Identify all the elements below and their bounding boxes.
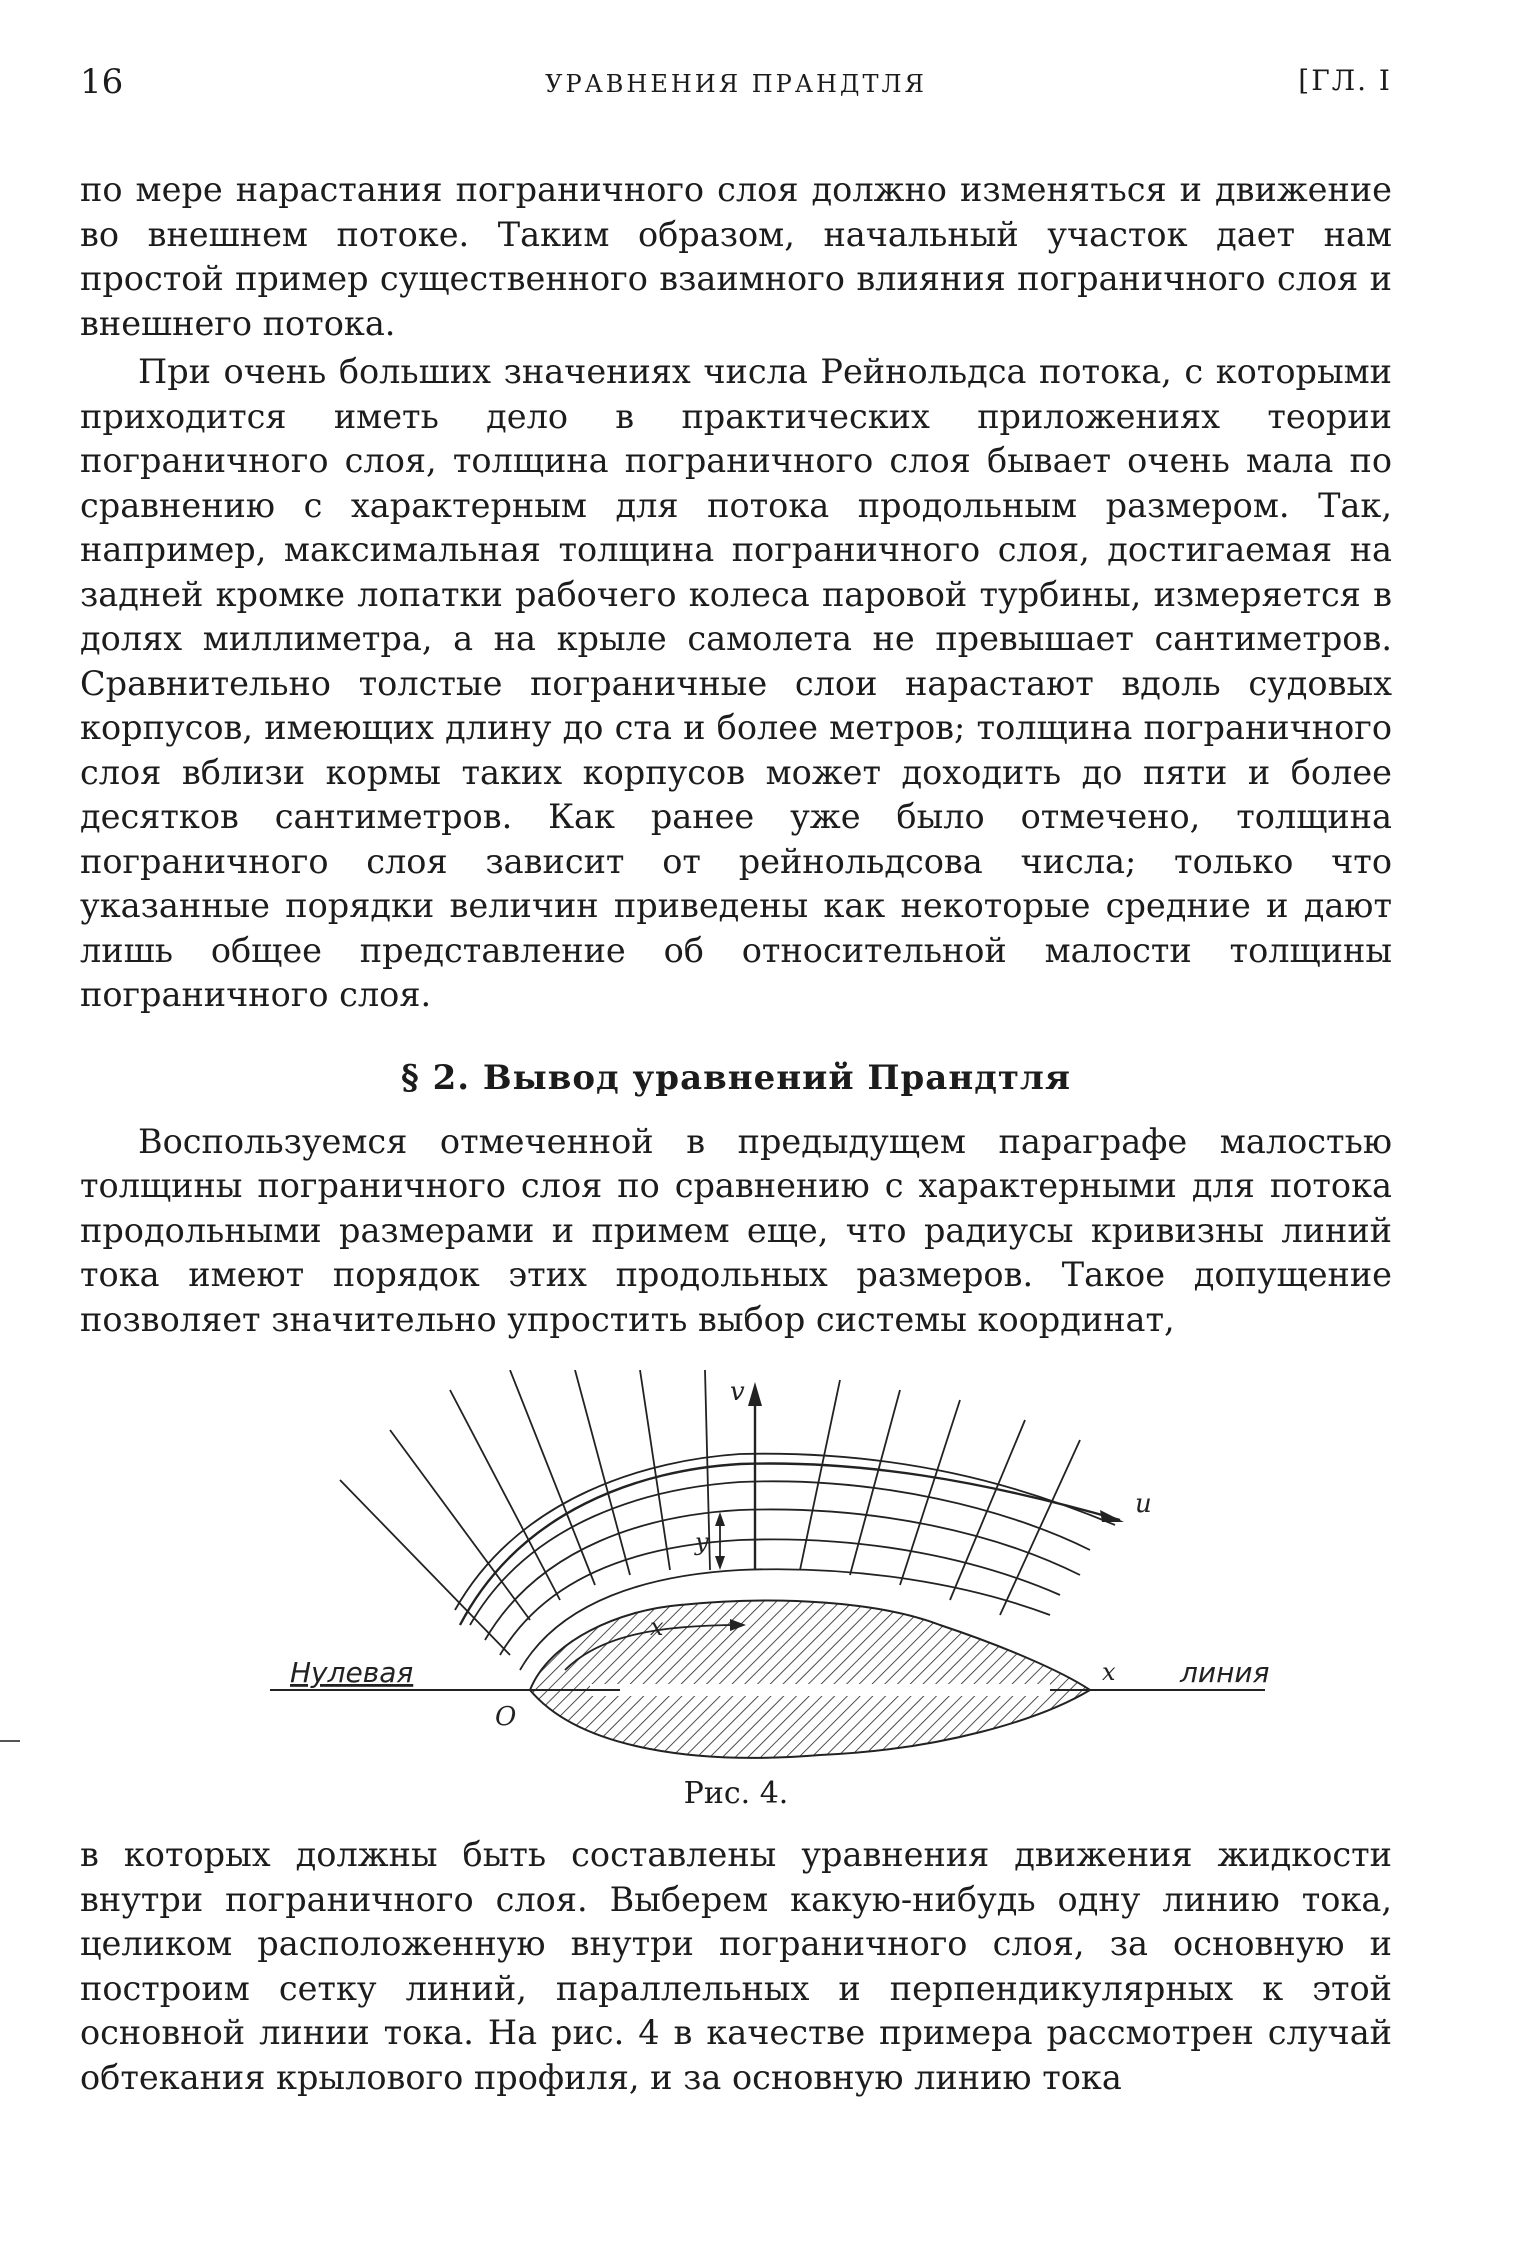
label-x-trailing: x (1102, 1658, 1116, 1686)
label-line-word: линия (1180, 1656, 1270, 1689)
normal-line (510, 1370, 595, 1585)
y-arrowhead-up (715, 1512, 725, 1526)
normal-line (950, 1420, 1025, 1600)
label-u: u (1135, 1489, 1152, 1519)
figure-caption: Рис. 4. (683, 1776, 789, 1811)
running-title: УРАВНЕНИЯ ПРАНДТЛЯ (545, 70, 927, 98)
label-x-inline: x (650, 1613, 664, 1641)
streamline-5 (455, 1454, 1115, 1610)
running-head (80, 62, 1392, 112)
chapter-marker: [ГЛ. I (1298, 64, 1392, 97)
airfoil-body (530, 1601, 1090, 1758)
section-heading: § 2. Вывод уравнений Прандтля (400, 1057, 1072, 1098)
normal-line (450, 1390, 560, 1600)
paragraph-1: по мере нарастания пограничного слоя должно изменяться и движение во внешнем потоке. Таким образом, начальный участок дает нам простой пример существенного взаимного влияния пограничного слоя и внешнего потока. (80, 170, 1392, 343)
normal-line (1000, 1440, 1080, 1615)
paragraph-4: в которых должны быть составлены уравнения движения жидкости внутри пограничного слоя. Выберем какую-нибудь одну линию тока, целиком расположенную внутри пограничного слоя, за основную и построим сетку линий, параллельных и перпендикулярных к этой основной линии тока. На рис. 4 в качестве примера рассмотрен случай обтекания крылового профиля, и за основную линию тока (80, 1835, 1392, 2097)
label-y: y (695, 1528, 709, 1556)
normal-line (575, 1370, 630, 1575)
normal-line (390, 1430, 530, 1620)
label-v: v (730, 1377, 745, 1407)
label-null-word: Нулевая (290, 1656, 414, 1689)
page-number: 16 (80, 62, 124, 102)
paragraph-2: При очень больших значениях числа Рейнольдса потока, с которыми приходится иметь дело в практических приложениях теории пограничного слоя, толщина пограничного слоя бывает очень мала по сравнению с характерным для потока продольным размером. Так, например, максимальная толщина пограничного слоя, достигаемая на задней кромке лопатки рабочего колеса паровой турбины, измеряется в долях миллиметра, а на крыле самолета не превышает сантиметров. Сравнительно толстые пограничные слои нарастают вдоль судовых корпусов, имеющих длину до ста и более метров; толщина пограничного слоя вблизи кормы таких корпусов может доходить до пяти и более десятков сантиметров. Как ранее уже было отмечено, толщина пограничного слоя зависит от рейнольдсова числа; только что указанные порядки величин приведены как некоторые средние и дают лишь общее представление об относительной малости толщины пограничного слоя. (80, 352, 1392, 1014)
airfoil-diagram (180, 1370, 1300, 1770)
null-streamline-gap (590, 1684, 1050, 1696)
paragraph-3: Воспользуемся отмеченной в предыдущем параграфе малостью толщины пограничного слоя по сравнению с характерными для потока продольными размерами и примем еще, что радиусы кривизны линий тока имеют порядок этих продольных размеров. Такое допущение позволяет значительно упростить выбор системы координат, (80, 1121, 1392, 1339)
v-arrowhead (748, 1382, 762, 1406)
y-arrowhead-down (715, 1556, 725, 1570)
label-origin: O (495, 1702, 517, 1732)
margin-mark (0, 1740, 20, 1742)
figure-4 (80, 1370, 1392, 1770)
book-page (80, 62, 1392, 2100)
u-arrowhead (1100, 1510, 1124, 1522)
